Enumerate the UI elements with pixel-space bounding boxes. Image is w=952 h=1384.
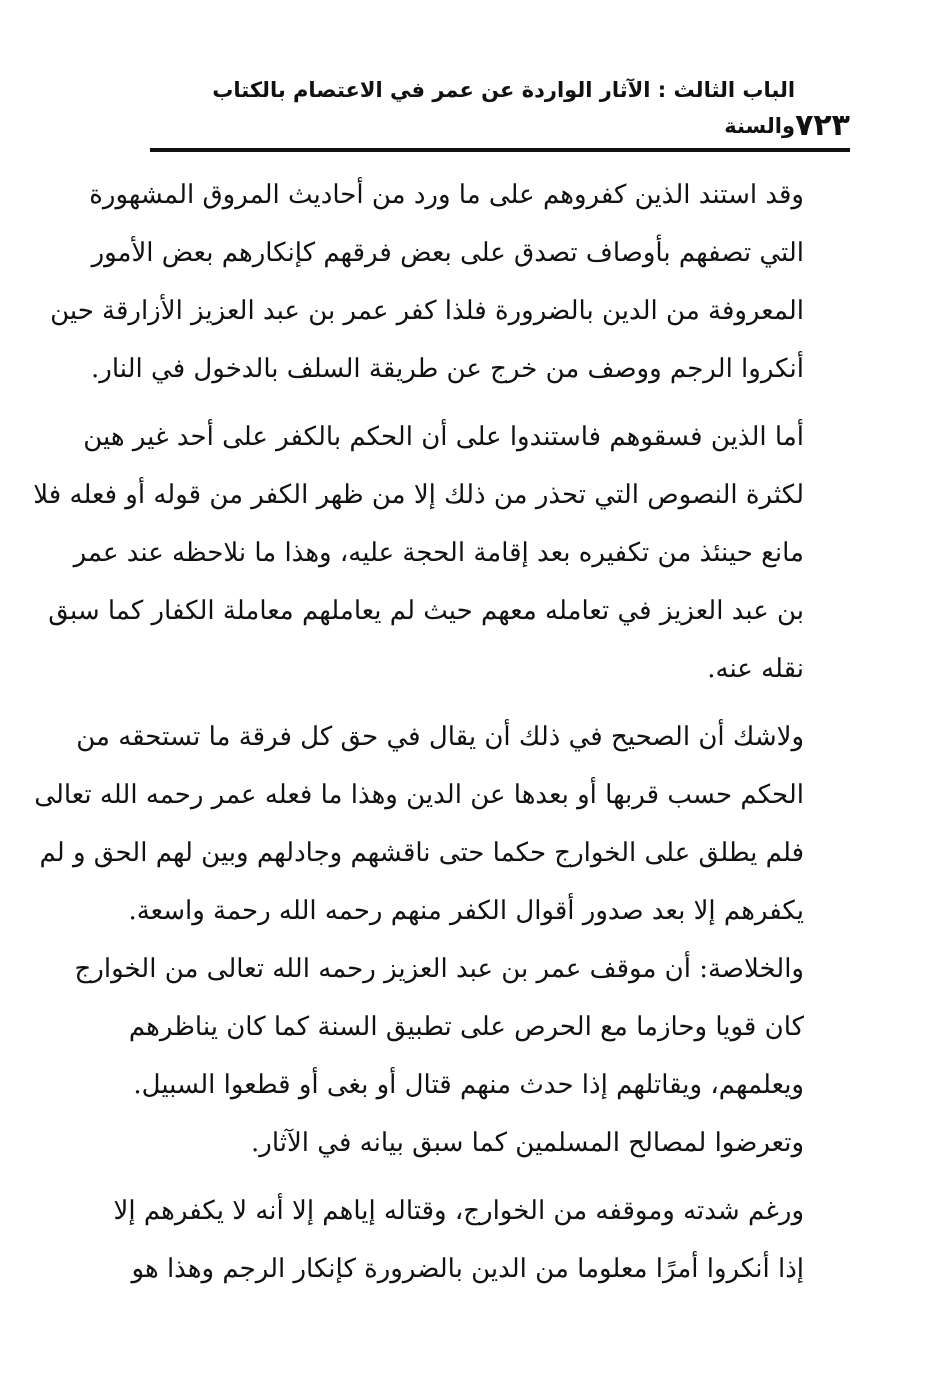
text-line: كان قويا وحازما مع الحرص على تطبيق السنة كما كان يناظرهم <box>128 1012 804 1042</box>
text-line: ويعلمهم، ويقاتلهم إذا حدث منهم قتال أو بغى أو قطعوا السبيل. <box>133 1070 804 1100</box>
text-line: أنكروا الرجم ووصف من خرج عن طريقة السلف بالدخول في النار. <box>91 354 804 384</box>
text-line: الحكم حسب قربها أو بعدها عن الدين وهذا ما فعله عمر رحمه الله تعالى <box>34 780 804 810</box>
text-line: التي تصفهم بأوصاف تصدق على بعض فرقهم كإنكارهم بعض الأمور <box>91 238 804 268</box>
text-line: وتعرضوا لمصالح المسلمين كما سبق بيانه في الآثار. <box>251 1128 804 1158</box>
paragraph-1 <box>50 166 850 398</box>
text-line: أما الذين فسقوهم فاستندوا على أن الحكم بالكفر على أحد غير هين <box>83 422 804 452</box>
header-rule <box>150 148 850 152</box>
text-line: بن عبد العزيز في تعامله معهم حيث لم يعاملهم معاملة الكفار كما سبق <box>48 596 804 626</box>
paragraph-4 <box>74 940 850 1172</box>
text-line: وقد استند الذين كفروهم على ما ورد من أحاديث المروق المشهورة <box>89 180 804 210</box>
page-number: ٧٢٣ <box>795 108 850 143</box>
text-line: لكثرة النصوص التي تحذر من ذلك إلا من ظهر الكفر من قوله أو فعله فلا <box>33 480 804 510</box>
text-line: إذا أنكروا أمرًا معلوما من الدين بالضرورة كإنكار الرجم وهذا هو <box>131 1254 804 1284</box>
paragraph-5 <box>113 1182 850 1298</box>
text-line: نقله عنه. <box>707 654 804 684</box>
body-text <box>33 166 850 1286</box>
text-line: ورغم شدته وموقفه من الخوارج، وقتاله إياهم إلا أنه لا يكفرهم إلا <box>113 1196 804 1226</box>
page-header <box>150 78 850 144</box>
text-line: المعروفة من الدين بالضرورة فلذا كفر عمر بن عبد العزيز الأزارقة حين <box>50 296 804 326</box>
text-line: ولاشك أن الصحيح في ذلك أن يقال في حق كل فرقة ما تستحقه من <box>76 722 804 752</box>
text-line: مانع حينئذ من تكفيره بعد إقامة الحجة عليه، وهذا ما نلاحظه عند عمر <box>73 538 804 568</box>
running-title: الباب الثالث : الآثار الواردة عن عمر في الاعتصام بالكتاب والسنة <box>212 78 796 138</box>
paragraph-2 <box>33 408 850 698</box>
text-line: والخلاصة: أن موقف عمر بن عبد العزيز رحمه الله تعالى من الخوارج <box>74 954 804 984</box>
text-line: يكفرهم إلا بعد صدور أقوال الكفر منهم رحمه الله رحمة واسعة. <box>128 896 804 926</box>
text-line: فلم يطلق على الخوارج حكما حتى ناقشهم وجادلهم وبين لهم الحق و لم <box>39 838 804 868</box>
paragraph-3 <box>34 708 850 940</box>
